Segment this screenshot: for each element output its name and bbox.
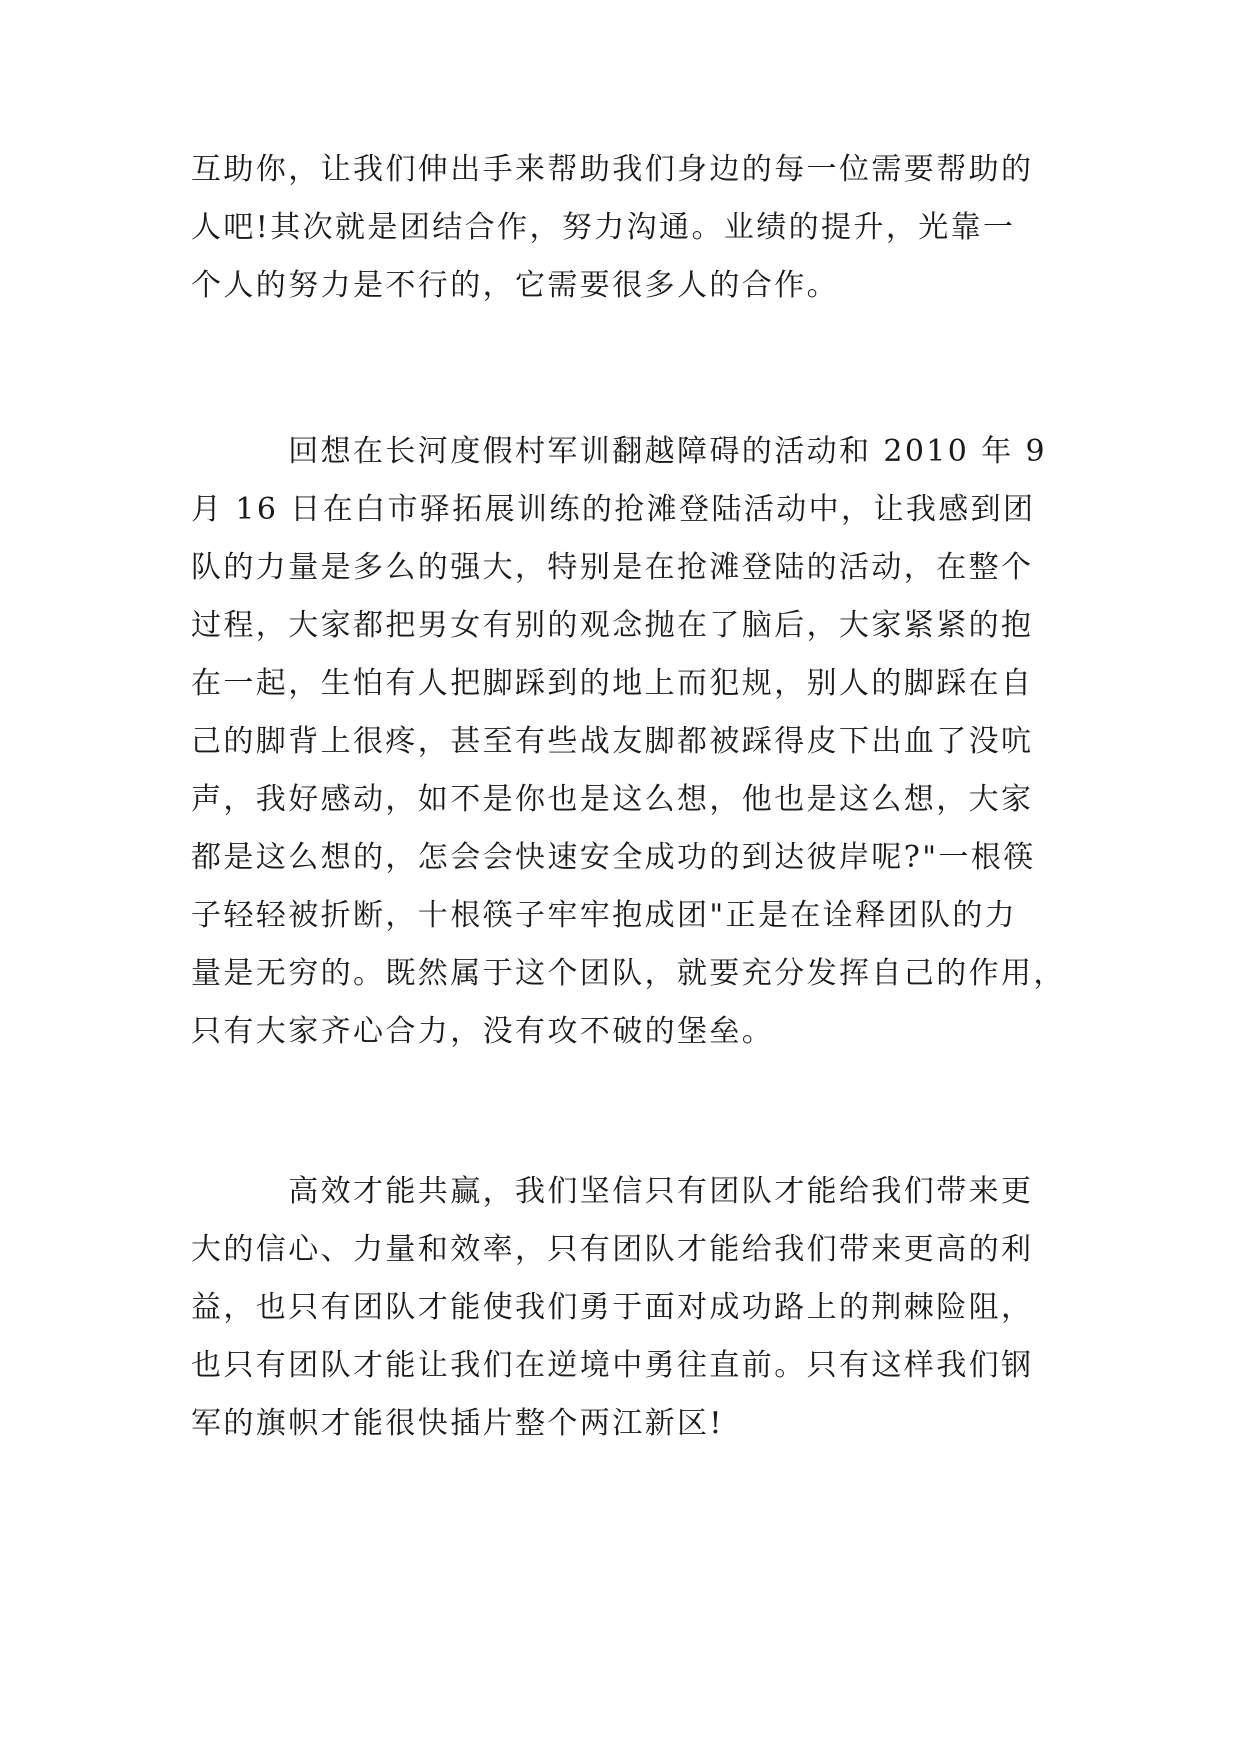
- paragraph-2-line-9: 子轻轻被折断，十根筷子牢牢抱成团"正是在诠释团队的力: [191, 898, 1018, 933]
- paragraph-2-line-7: 声，我好感动，如不是你也是这么想，他也是这么想，大家: [191, 782, 1034, 817]
- paragraph-2-line-11: 只有大家齐心合力，没有攻不破的堡垒。: [191, 1014, 775, 1049]
- paragraph-3-line-1: 高效才能共赢，我们坚信只有团队才能给我们带来更: [191, 1174, 1034, 1209]
- paragraph-1-line-1: 互助你，让我们伸出手来帮助我们身边的每一位需要帮助的: [191, 152, 1034, 187]
- paragraph-3-line-4: 也只有团队才能让我们在逆境中勇往直前。只有这样我们钢: [191, 1348, 1034, 1383]
- paragraph-2-line-6: 己的脚背上很疼，甚至有些战友脚都被踩得皮下出血了没吭: [191, 724, 1034, 759]
- paragraph-2-line-4: 过程，大家都把男女有别的观念抛在了脑后，大家紧紧的抱: [191, 608, 1034, 643]
- paragraph-2-line-3: 队的力量是多么的强大，特别是在抢滩登陆的活动，在整个: [191, 550, 1034, 585]
- paragraph-2-line-1: 回想在长河度假村军训翻越障碍的活动和 2010 年 9: [191, 434, 1048, 469]
- paragraph-1-line-3: 个人的努力是不行的，它需要很多人的合作。: [191, 268, 839, 303]
- paragraph-3-line-5: 军的旗帜才能很快插片整个两江新区!: [191, 1406, 724, 1441]
- paragraph-2-line-8: 都是这么想的，怎会会快速安全成功的到达彼岸呢?"一根筷: [191, 840, 1036, 875]
- paragraph-2-line-2: 月 16 日在白市驿拓展训练的抢滩登陆活动中，让我感到团: [191, 492, 1036, 527]
- paragraph-3-line-3: 益，也只有团队才能使我们勇于面对成功路上的荆棘险阻，: [191, 1290, 1034, 1325]
- paragraph-3-line-2: 大的信心、力量和效率，只有团队才能给我们带来更高的利: [191, 1232, 1034, 1267]
- paragraph-2-line-5: 在一起，生怕有人把脚踩到的地上而犯规，别人的脚踩在自: [191, 666, 1034, 701]
- paragraph-1-line-2: 人吧!其次就是团结合作，努力沟通。业绩的提升，光靠一: [191, 210, 1016, 245]
- paragraph-2-line-10: 量是无穷的。既然属于这个团队，就要充分发挥自己的作用，: [191, 956, 1066, 991]
